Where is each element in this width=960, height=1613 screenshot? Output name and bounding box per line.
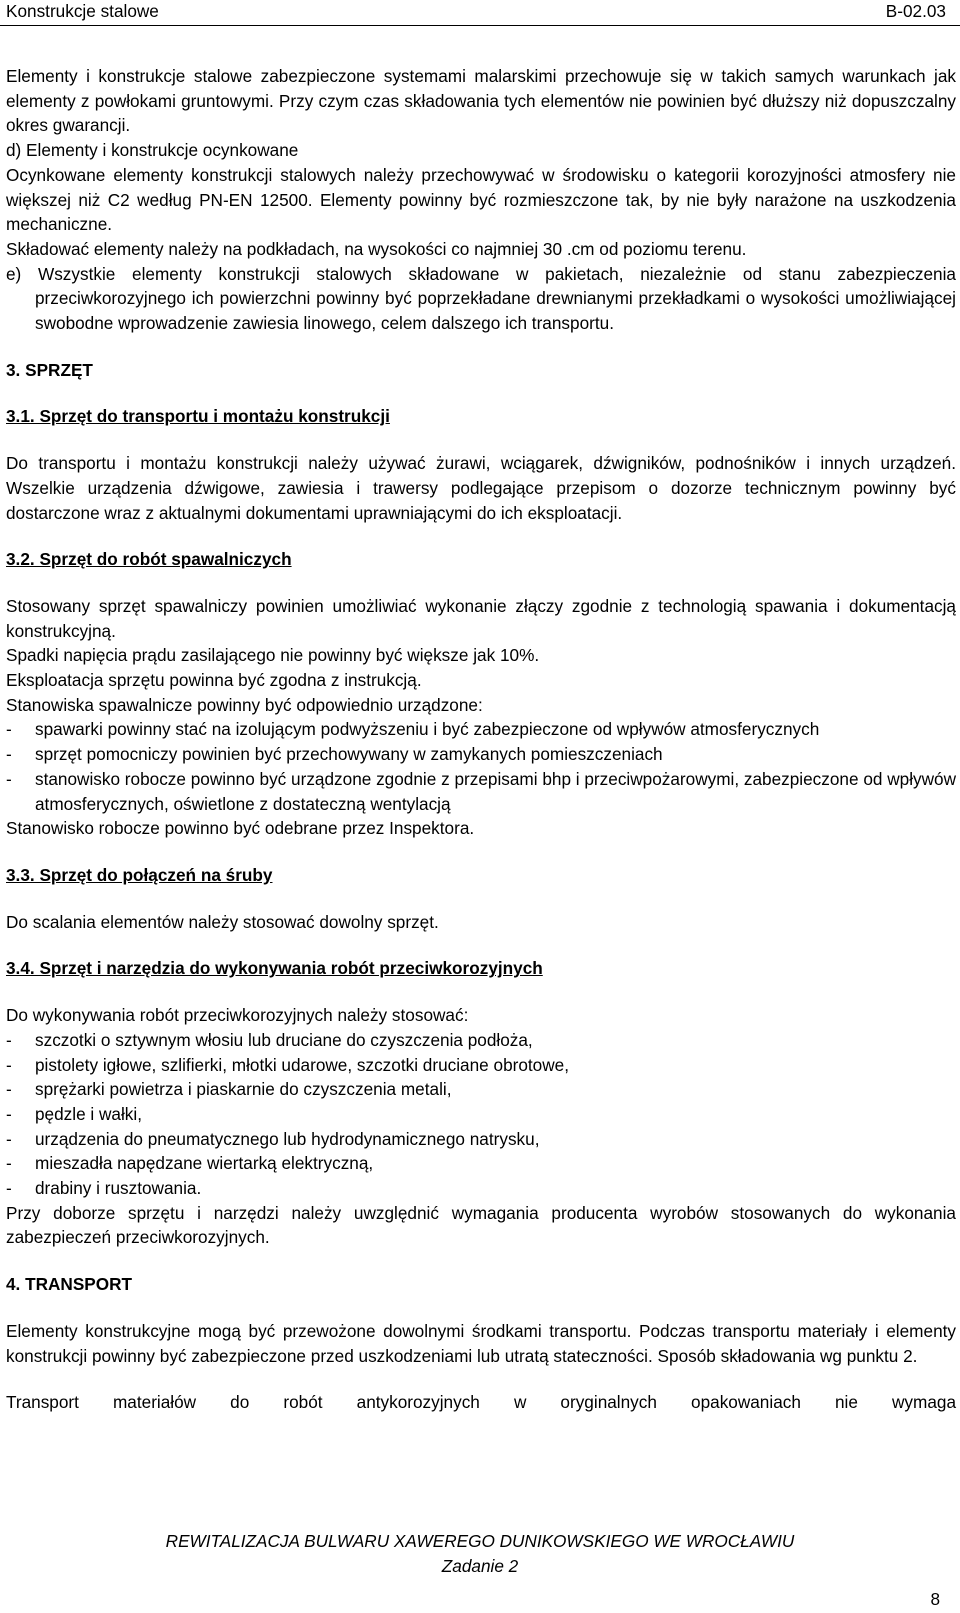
paragraph-3-4-b: Przy doborze sprzętu i narzędzi należy uwzględnić wymagania producenta wyrobów stosowanych do wykonania zabezpieczeń przeciwkorozyjnych. [6,1202,956,1248]
list-dash: - [6,1029,12,1050]
paragraph-3-2-a: Stosowany sprzęt spawalniczy powinien umożliwiać wykonanie złączy zgodnie z technologią spawania i dokumentacją konstrukcyjną. [6,595,956,641]
page-number: 8 [930,1589,940,1609]
list-dash: - [6,1054,12,1075]
list-dash: - [6,1103,12,1124]
list-item [6,1151,956,1176]
list-item [6,1102,956,1127]
list-dash: - [6,744,12,765]
list-dash: - [6,1079,12,1100]
paragraph-storage-height: Składować elementy należy na podkładach, na wysokości co najmniej 30 .cm od poziomu terenu. [6,238,747,259]
paragraph-3-1: Do transportu i montażu konstrukcji należy używać żurawi, wciągarek, dźwigników, podnośników i innych urządzeń. Wszelkie urządzenia dźwigowe, zawiesia i trawersy podlegające przepisom o dozorze technicznym powinny być dostarczone wraz z aktualnymi dokumentami uprawniającymi do ich eksploatacji. [6,453,956,523]
paragraph-3-3: Do scalania elementów należy stosować dowolny sprzęt. [6,911,439,932]
paragraph-3-2-c: Eksploatacja sprzętu powinna być zgodna z instrukcją. [6,670,422,691]
paragraph-3-4-a: Do wykonywania robót przeciwkorozyjnych należy stosować: [6,1005,469,1026]
list-item [6,767,956,816]
list-dash: - [6,719,12,740]
footer-project-title: REWITALIZACJA BULWARU XAWEREGO DUNIKOWSKIEGO WE WROCŁAWIU [165,1531,795,1551]
list-item-text: szczotki o sztywnym włosiu lub druciane do czyszczenia podłoża, [35,1029,533,1050]
paragraph-4-b: Transport materiałów do robót antykorozyjnych w oryginalnych opakowaniach nie wymaga [6,1392,956,1413]
paragraph-storage-painted: Elementy i konstrukcje stalowe zabezpieczone systemami malarskimi przechowuje się w takich samych warunkach jak elementy z powłokami gruntowymi. Przy czym czas składowania tych elementów nie powinien być dłuższy niż dopuszczalny okres gwarancji. [6,66,956,136]
paragraph-e: e) Wszystkie elementy konstrukcji stalowych składowane w pakietach, niezależnie od stanu zabezpieczenia przeciwkorozyjnego ich powierzchni powinny być poprzekładane drewnianymi przekładkami o wysokości umożliwiającej swobodne wprowadzenie zawiesia linowego, celem dalszego ich transportu. [6,263,956,334]
section-heading-3: 3. SPRZĘT [6,359,93,380]
paragraph-3-2-b: Spadki napięcia prądu zasilającego nie powinny być większe jak 10%. [6,645,540,666]
list-dash: - [6,768,12,789]
section-heading-4: 4. TRANSPORT [6,1274,133,1295]
list-item [6,1053,956,1078]
heading-d: d) Elementy i konstrukcje ocynkowane [6,140,299,161]
paragraph-3-2-d: Stanowiska spawalnicze powinny być odpowiednio urządzone: [6,694,483,715]
header-title: Konstrukcje stalowe [6,1,159,21]
footer-task: Zadanie 2 [441,1556,519,1576]
list-item-text: pistolety igłowe, szlifierki, młotki udarowe, szczotki druciane obrotowe, [35,1054,569,1075]
list-dash: - [6,1128,12,1149]
list-item-text: sprężarki powietrza i piaskarnie do czyszczenia metali, [35,1079,452,1100]
header-code: B-02.03 [885,1,946,21]
list-item [6,1028,956,1053]
subsection-heading-3-4: 3.4. Sprzęt i narzędzia do wykonywania robót przeciwkorozyjnych [6,958,543,979]
document-body [6,64,956,1415]
list-item-text: pędzle i wałki, [35,1103,142,1124]
list-item-text: sprzęt pomocniczy powinien być przechowywany w zamykanych pomieszczeniach [35,744,663,765]
list-dash: - [6,1178,12,1199]
list-dash: - [6,1153,12,1174]
subsection-heading-3-3: 3.3. Sprzęt do połączeń na śruby [6,864,273,885]
list-item [6,742,956,767]
list-item-text: mieszadła napędzane wiertarką elektryczną, [35,1153,374,1174]
list-item [6,1077,956,1102]
paragraph-galvanized: Ocynkowane elementy konstrukcji stalowych należy przechowywać w środowisku o kategorii korozyjności atmosfery nie większej niż C2 według PN-EN 12500. Elementy powinny być rozmieszczone tak, by nie były narażone na uszkodzenia mechaniczne. [6,164,956,235]
list-item-text: urządzenia do pneumatycznego lub hydrodynamicznego natrysku, [35,1128,540,1149]
paragraph-3-2-e: Stanowisko robocze powinno być odebrane przez Inspektora. [6,818,475,839]
page-header [0,0,960,26]
list-item [6,717,956,742]
subsection-heading-3-2: 3.2. Sprzęt do robót spawalniczych [6,549,292,570]
list-item-text: drabiny i rusztowania. [35,1178,202,1199]
list-item [6,1176,956,1201]
subsection-heading-3-1: 3.1. Sprzęt do transportu i montażu konstrukcji [6,406,390,427]
paragraph-4-a: Elementy konstrukcyjne mogą być przewożone dowolnymi środkami transportu. Podczas transportu materiały i elementy konstrukcji powinny być zabezpieczone przed uszkodzeniami lub utratą stateczności. Sposób składowania wg punktu 2. [6,1320,956,1366]
list-item-text: stanowisko robocze powinno być urządzone zgodnie z przepisami bhp i przeciwpożarowymi, zabezpieczone od wpływów atmosferycznych, oświetlone z dostateczną wentylacją [35,768,956,814]
list-item-text: spawarki powinny stać na izolującym podwyższeniu i być zabezpieczone od wpływów atmosferycznych [35,719,820,740]
list-item [6,1127,956,1152]
